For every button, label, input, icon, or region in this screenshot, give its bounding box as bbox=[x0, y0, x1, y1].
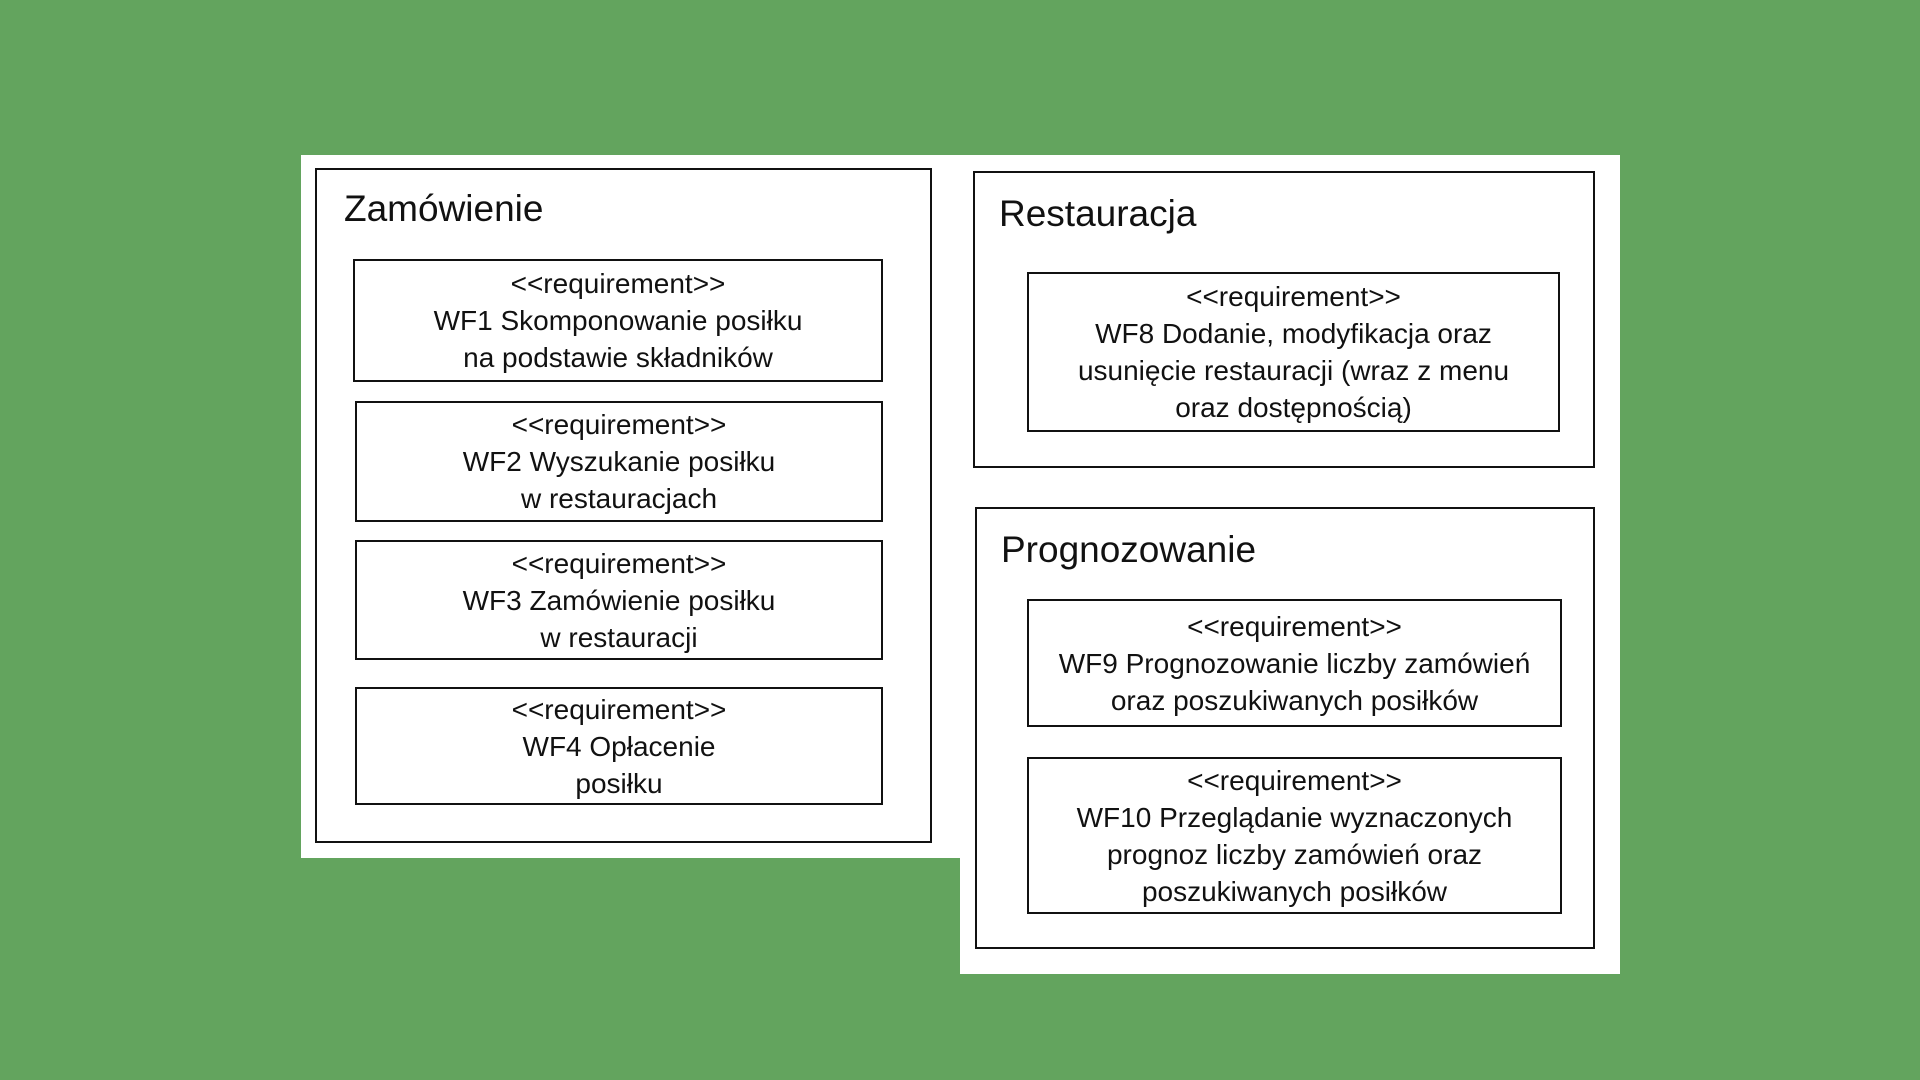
requirement-text-line: WF10 Przeglądanie wyznaczonych bbox=[1076, 801, 1513, 833]
requirement-text-line: posiłku bbox=[575, 767, 663, 799]
requirement-text-line: poszukiwanych posiłków bbox=[1141, 875, 1448, 907]
requirement-text-line: WF3 Zamówienie posiłku bbox=[462, 584, 776, 616]
requirement-stereotype: <<requirement>> bbox=[511, 693, 727, 725]
requirement-box-wf10 bbox=[1027, 757, 1562, 914]
requirement-text-line: prognoz liczby zamówień oraz bbox=[1106, 838, 1483, 870]
requirement-stereotype: <<requirement>> bbox=[511, 409, 727, 440]
requirement-box-wf2 bbox=[355, 401, 883, 522]
requirement-text-line: w restauracjach bbox=[520, 483, 718, 514]
requirement-text-line: WF2 Wyszukanie posiłku bbox=[462, 446, 776, 477]
requirement-box-wf8 bbox=[1027, 272, 1560, 432]
requirement-text-line: WF1 Skomponowanie posiłku bbox=[433, 305, 803, 336]
requirement-text-line: oraz dostępnością) bbox=[1175, 392, 1412, 423]
package-prognozowanie bbox=[975, 507, 1595, 949]
package-zamowienie bbox=[315, 168, 932, 843]
requirement-box-wf9 bbox=[1027, 599, 1562, 727]
requirement-box-wf4 bbox=[355, 687, 883, 805]
requirement-stereotype: <<requirement>> bbox=[510, 268, 726, 299]
requirement-text-line: na podstawie składników bbox=[463, 342, 773, 373]
requirement-text-line: WF4 Opłacenie bbox=[522, 730, 716, 762]
requirement-text-line: WF9 Prognozowanie liczby zamówień bbox=[1058, 647, 1531, 679]
requirement-text-line: w restauracji bbox=[540, 621, 698, 653]
package-title: Zamówienie bbox=[344, 188, 544, 229]
requirement-text-line: usunięcie restauracji (wraz z menu bbox=[1077, 355, 1510, 386]
package-title: Prognozowanie bbox=[1001, 529, 1257, 570]
package-restauracja bbox=[973, 171, 1595, 468]
requirement-stereotype: <<requirement>> bbox=[511, 547, 727, 579]
requirement-text-line: WF8 Dodanie, modyfikacja oraz bbox=[1095, 318, 1492, 349]
requirement-box-wf3 bbox=[355, 540, 883, 660]
requirement-stereotype: <<requirement>> bbox=[1186, 281, 1401, 312]
requirement-text-line: oraz poszukiwanych posiłków bbox=[1110, 684, 1479, 716]
requirement-stereotype: <<requirement>> bbox=[1187, 764, 1402, 796]
package-title: Restauracja bbox=[999, 193, 1197, 234]
requirement-box-wf1 bbox=[353, 259, 883, 382]
requirement-stereotype: <<requirement>> bbox=[1187, 610, 1402, 642]
